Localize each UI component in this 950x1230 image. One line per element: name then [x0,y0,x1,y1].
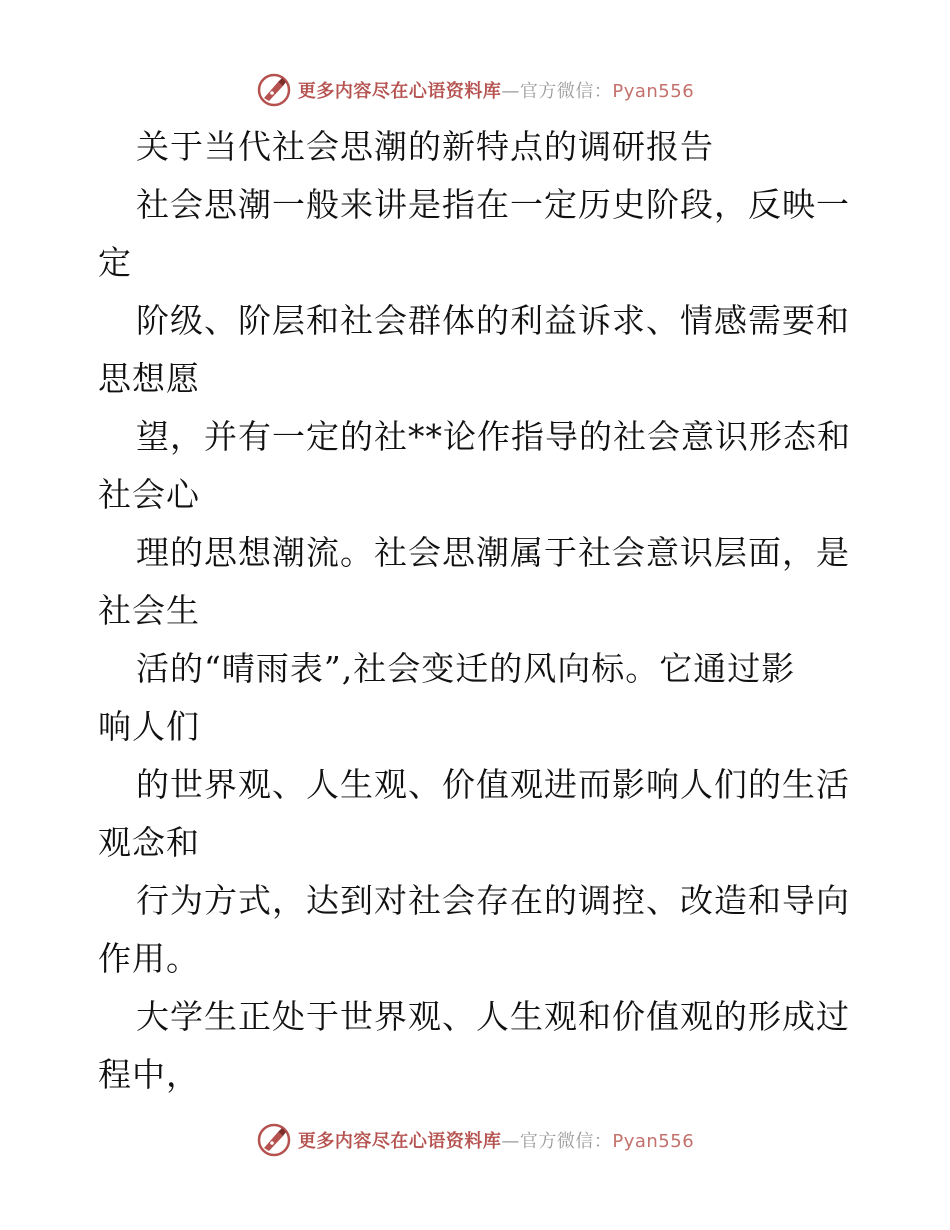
paragraph-line: 社会生 [98,591,200,630]
pen-nib-logo-icon [256,72,292,108]
document-body [98,118,858,1104]
document-title: 关于当代社会思潮的新特点的调研报告 [136,127,714,166]
paragraph-line: 社会心 [98,475,200,514]
banner-account: Pyan556 [612,1131,695,1152]
banner-main-text: 更多内容尽在心语资料库 [297,81,502,102]
paragraph-line: 作用。 [98,939,200,978]
pen-nib-logo-icon [256,1122,292,1158]
banner-weixin-label: 官方微信： [519,81,613,102]
paragraph-line: 望，并有一定的社**论作指导的社会意识形态和 [136,417,851,456]
footer-watermark-banner [0,1120,950,1160]
banner-text [298,1127,694,1153]
paragraph-line: 程中， [98,1055,200,1094]
paragraph-line: 观念和 [98,823,200,862]
header-watermark-banner [0,70,950,110]
banner-weixin-label: 官方微信： [519,1131,613,1152]
paragraph-line: 思想愿 [98,359,200,398]
paragraph-line: 活的“晴雨表”,社会变迁的风向标。它通过影 [136,649,796,688]
banner-dash: — [501,81,520,102]
banner-account: Pyan556 [612,81,695,102]
paragraph-line: 阶级、阶层和社会群体的利益诉求、情感需要和 [136,301,850,340]
paragraph-line: 社会思潮一般来讲是指在一定历史阶段，反映一 [136,185,850,224]
paragraph-line: 的世界观、人生观、价值观进而影响人们的生活 [136,765,850,804]
banner-main-text: 更多内容尽在心语资料库 [297,1131,502,1152]
banner-text [298,77,694,103]
paragraph-line: 大学生正处于世界观、人生观和价值观的形成过 [136,997,850,1036]
banner-dash: — [501,1131,520,1152]
paragraph-line: 理的思想潮流。社会思潮属于社会意识层面，是 [136,533,850,572]
paragraph-line: 响人们 [98,707,200,746]
paragraph-line: 行为方式，达到对社会存在的调控、改造和导向 [136,881,850,920]
paragraph-line: 定 [98,243,132,282]
